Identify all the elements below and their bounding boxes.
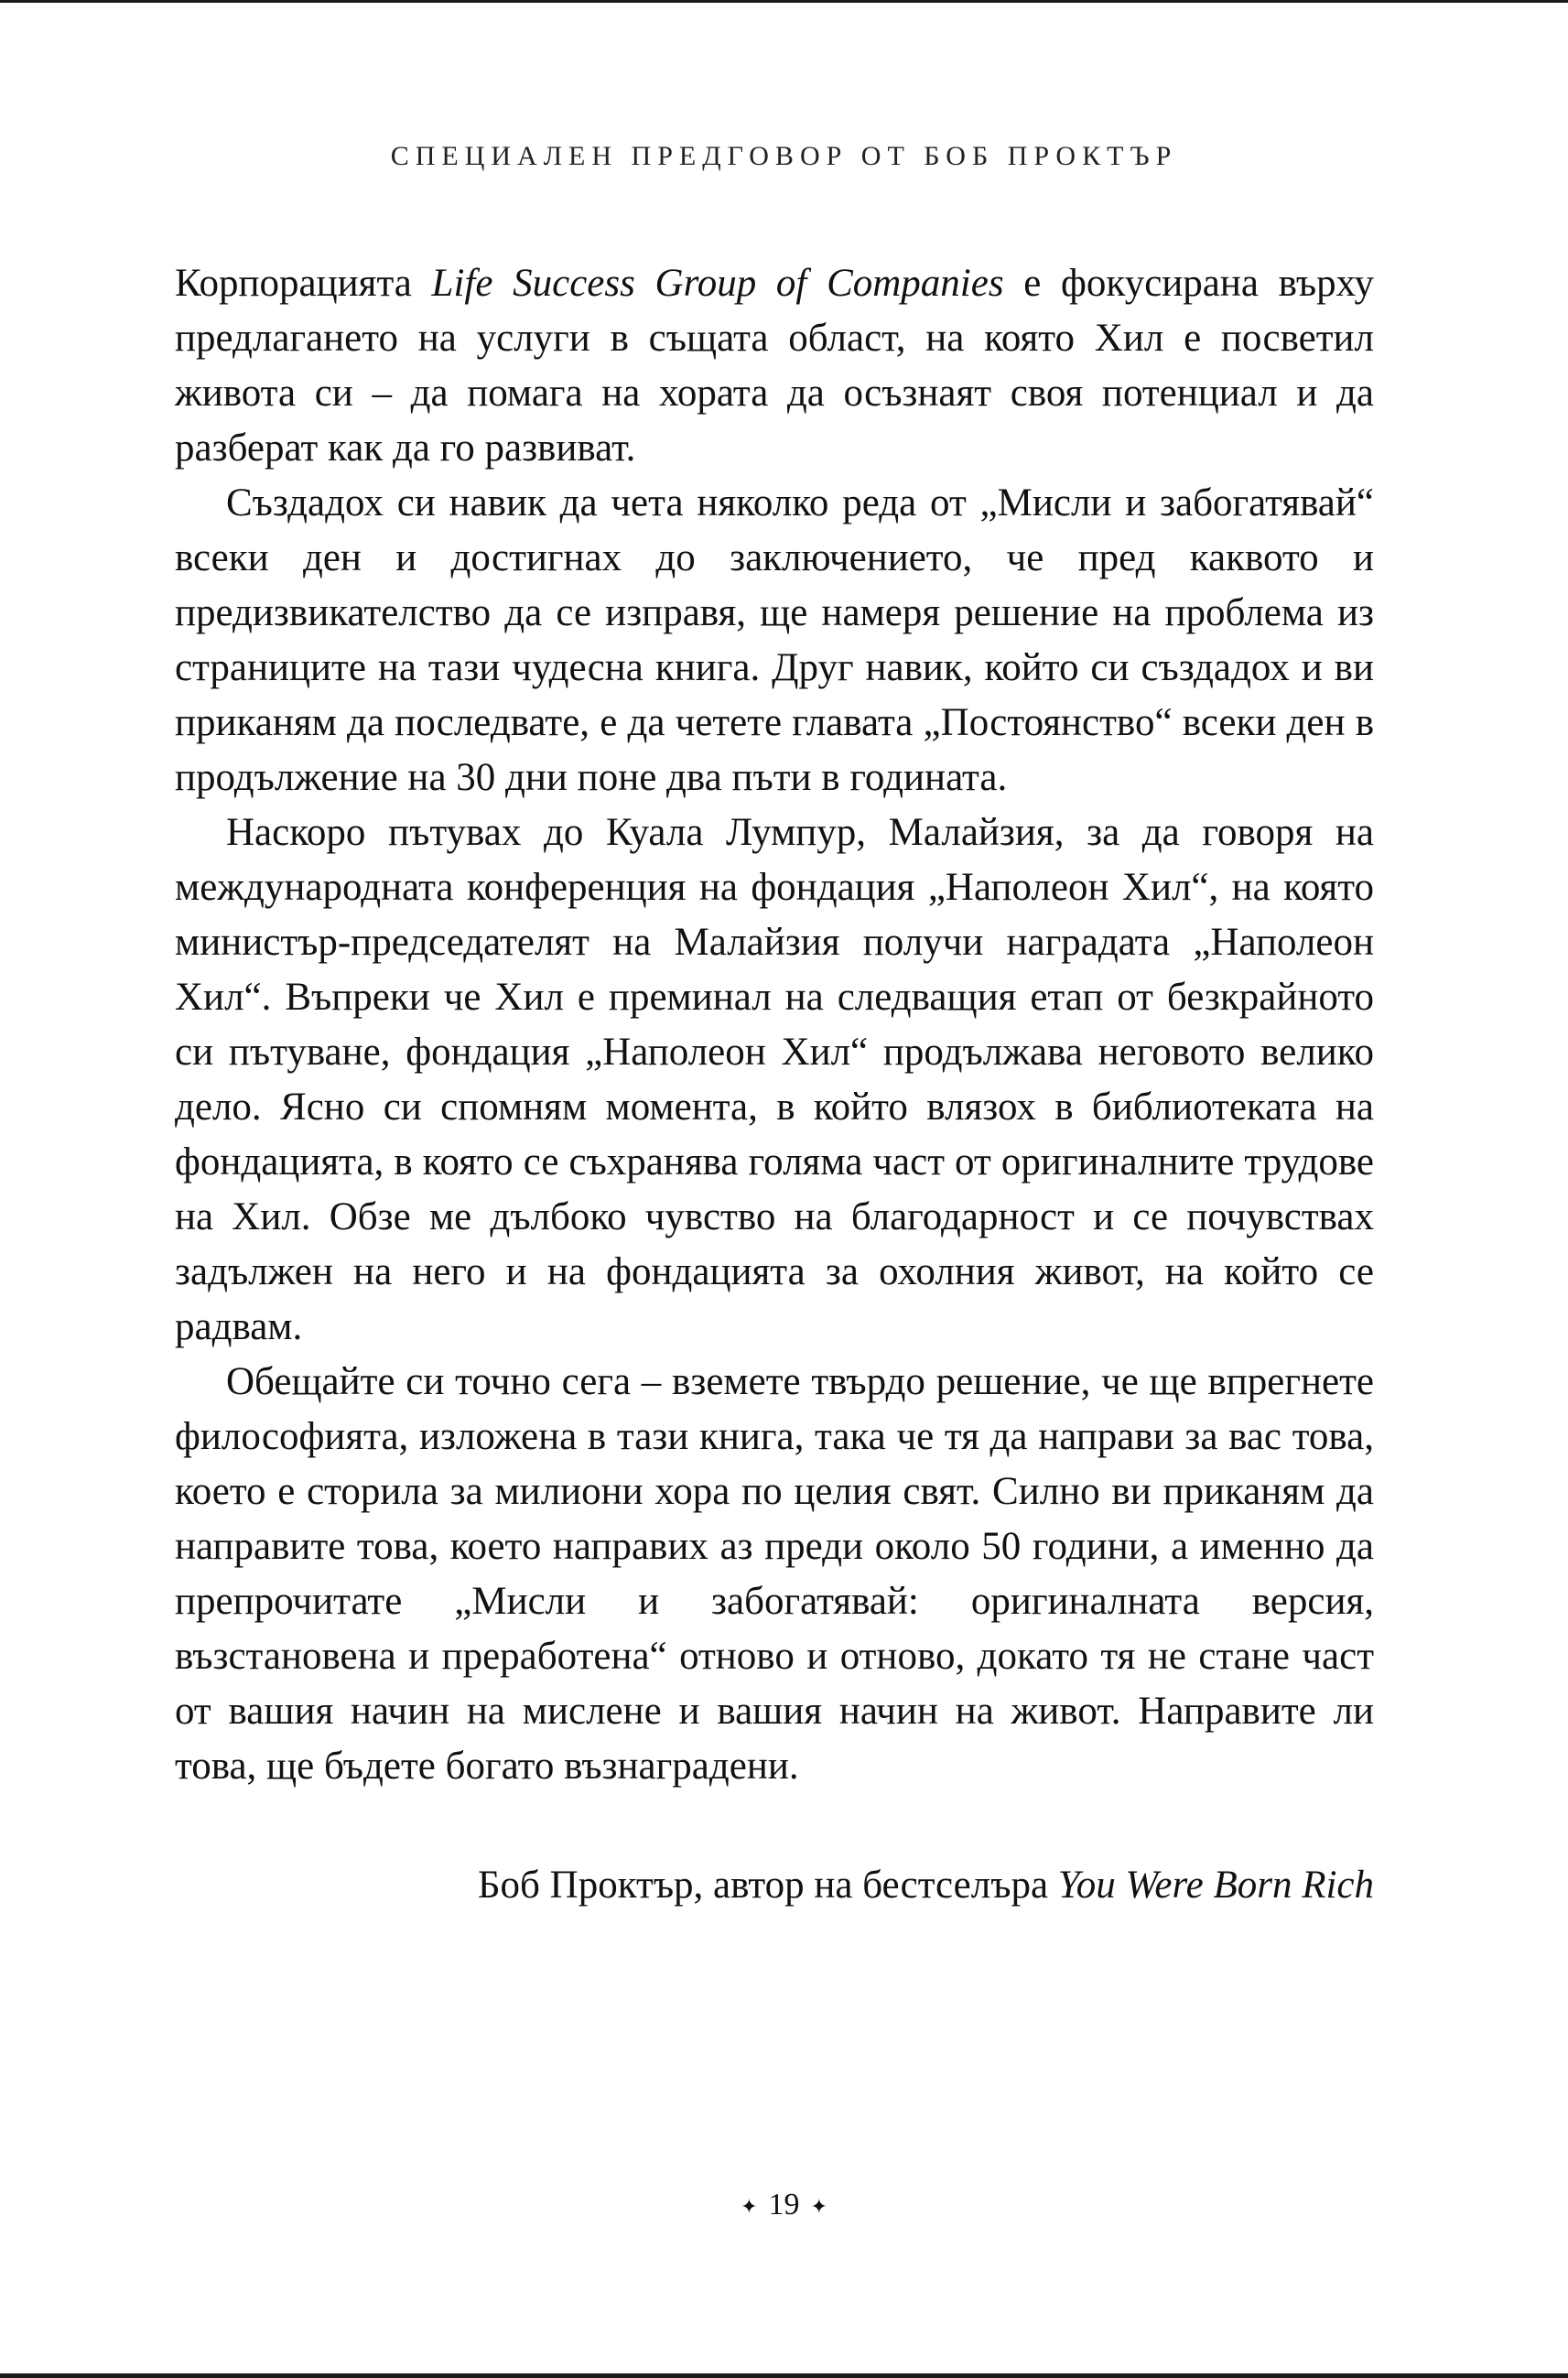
body-text (175, 256, 1374, 1794)
paragraph-2: Създадох си навик да чета няколко реда от „Мисли и забогатявай“ всеки ден и достигнах до заключението, че пред каквото и предизвикателство да се изправя, ще намеря решение на проблема из страниците на тази чудесна книга. Друг навик, който си създадох и ви приканям да последвате, е да четете главата „Постоянство“ всеки ден в продължение на 30 дни поне два пъти в годината. (175, 481, 1374, 799)
paragraph-4: Обещайте си точно сега – вземете твърдо решение, че ще впрегнете философията, изложена в тази книга, така че тя да направи за вас това, което е сторила за милиони хора по целия свят. Силно ви приканям да направите това, което направих аз преди около 50 години, а именно да препрочитате „Мисли и забогатявай: оригиналната версия, възстановена и преработена“ отново и отново, докато тя не стане част от вашия начин на мислене и вашия начин на живот. Направите ли това, ще бъдете богато възнаградени. (175, 1360, 1374, 1788)
company-name-italic: Life Success Group of Companies (431, 262, 1004, 305)
running-head: СПЕЦИАЛЕН ПРЕДГОВОР ОТ БОБ ПРОКТЪР (390, 141, 1178, 171)
paragraph-1-lead: Корпорацията (175, 262, 432, 305)
ornament-left-icon: ✦ (741, 2195, 758, 2219)
paragraph-1 (175, 256, 1374, 476)
book-title-italic: You Were Born Rich (1057, 1864, 1374, 1907)
signature (175, 1858, 1374, 1913)
page-number: 19 (768, 2188, 800, 2221)
paragraph-3: Наскоро пътувах до Куала Лумпур, Малайзия, за да говоря на международната конференция на фондация „Наполеон Хил“, на която министър-председателят на Малайзия получи наградата „Наполеон Хил“. Въпреки че Хил е преминал на следващия етап от безкрайното си пътуване, фондация „Наполеон Хил“ продължава неговото велико дело. Ясно си спомням момента, в който влязох в библиотеката на фондацията, в която се съхранява голяма част от оригиналните трудове на Хил. Обзе ме дълбоко чувство на благодарност и се почувствах задължен на него и на фондацията за охолния живот, на който се радвам. (175, 811, 1374, 1348)
page-folio (0, 2188, 1568, 2222)
ornament-right-icon: ✦ (810, 2195, 827, 2219)
page-top-border (0, 0, 1568, 3)
paragraph-1-rest: е фокусирана върху предлагането на услуги в същата област, на която Хил е посветил живота си – да помага на хората да осъзнаят своя потенциал и да разберат как да го развиват. (175, 262, 1374, 470)
page-bottom-border (0, 2373, 1568, 2378)
signature-text: Боб Проктър, автор на бестселъра (477, 1864, 1058, 1907)
